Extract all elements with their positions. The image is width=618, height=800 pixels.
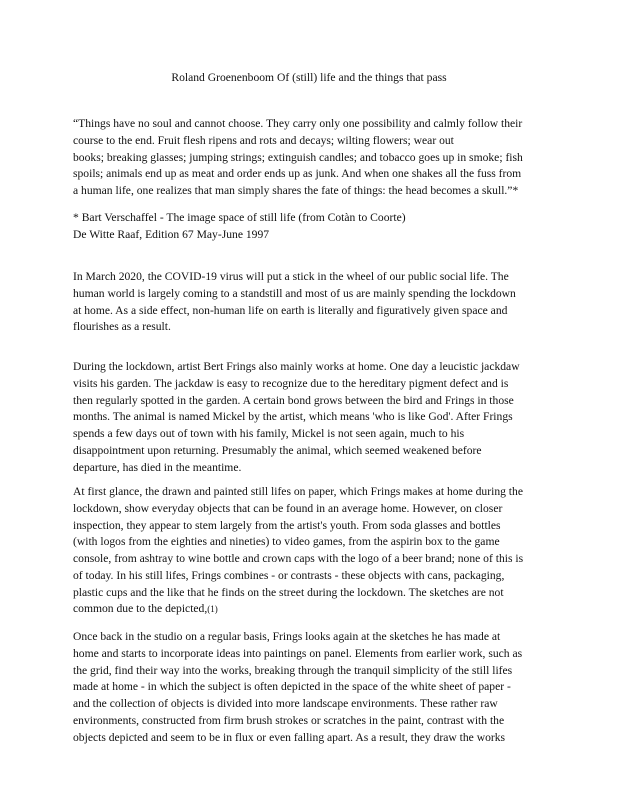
paragraph-line: plastic cups and the like that he finds on the street during the lockdown. The sketches are not [73, 585, 504, 599]
paragraph-line: (with logos from the eighties and nineties) to video games, from the aspirin box to the game [73, 535, 500, 549]
paragraph-line: environments, constructed from firm brush strokes or scratches in the paint, contrast with the [73, 713, 505, 727]
paragraph-studio [73, 629, 548, 746]
paragraph-line: visits his garden. The jackdaw is easy to recognize due to the hereditary pigment defect and is [73, 376, 509, 390]
quote-line: “Things have no soul and cannot choose. They carry only one possibility and calmly follow their [73, 117, 523, 130]
paragraph-jackdaw [73, 359, 548, 476]
paragraph-line: lockdown, show everyday objects that can be found in an average home. However, on closer [73, 501, 503, 515]
reference-line: * Bart Verschaffel - The image space of still life (from Cotàn to Coorte) [73, 211, 406, 224]
paragraph-line: flourishes as a result. [73, 320, 171, 334]
paragraph-line-text: common due to the depicted, [73, 602, 208, 616]
paragraph-line: Once back in the studio on a regular basis, Frings looks again at the sketches he has made at [73, 630, 501, 643]
paragraph-line: departure, has died in the meantime. [73, 460, 242, 474]
paragraph-line: During the lockdown, artist Bert Frings also mainly works at home. One day a leucistic jackdaw [73, 360, 520, 373]
paragraph-covid [73, 269, 548, 336]
paragraph-line: of today. In his still lifes, Frings combines - or contrasts - these objects with cans, packaging, [73, 568, 505, 582]
quote-line: course to the end. Fruit flesh ripens and rots and decays; wilting flowers; wear out [73, 133, 454, 147]
opening-quote [73, 116, 548, 200]
quote-line: spoils; animals end up as meat and order ends up as junk. And when one shakes all the fuss from [73, 167, 522, 181]
paragraph-line: console, from ashtray to wine bottle and crown caps with the logo of a beer brand; none of this is [73, 552, 524, 565]
paragraph-line: At first glance, the drawn and painted still lifes on paper, which Frings makes at home during the [73, 485, 523, 498]
paragraph-line: objects depicted and seem to be in flux or even falling apart. As a result, they draw the works [73, 730, 506, 744]
paragraph-line [73, 601, 548, 618]
quote-line: books; breaking glasses; jumping strings; extinguish candles; and tobacco goes up in smoke; fish [73, 150, 523, 164]
paragraph-line: then regularly spotted in the garden. A certain bond grows between the bird and Frings in those [73, 393, 514, 407]
quote-line: a human life, one realizes that man simply shares the fate of things: the head becomes a skull.”* [73, 184, 519, 197]
paragraph-line: human world is largely coming to a standstill and most of us are mainly spending the lockdown [73, 286, 516, 300]
paragraph-line: inspection, they appear to stem largely from the artist's youth. From soda glasses and bottles [73, 518, 501, 532]
reference-line: De Witte Raaf, Edition 67 May-June 1997 [73, 227, 270, 241]
paragraph-line: months. The animal is named Mickel by the artist, which means 'who is like God'. After Frings [73, 410, 513, 424]
paragraph-line: made at home - in which the subject is often depicted in the space of the white sheet of paper - [73, 680, 511, 694]
paragraph-line: In March 2020, the COVID-19 virus will put a stick in the wheel of our public social life. The [73, 270, 509, 283]
page-title: Roland Groenenboom Of (still) life and the things that pass [171, 71, 447, 84]
footnote-marker: (1) [207, 604, 218, 615]
paragraph-line: disappointment upon returning. Presumably the animal, which seemed weakened before [73, 443, 482, 457]
paragraph-line: and the collection of objects is divided into more landscape environments. These rather raw [73, 697, 498, 710]
quote-reference [73, 210, 548, 243]
paragraph-line: at home. As a side effect, non-human life on earth is literally and figuratively given space and [73, 303, 508, 317]
paragraph-line: home and starts to incorporate ideas into paintings on panel. Elements from earlier work, such as [73, 646, 523, 660]
paragraph-line: spends a few days out of town with his family, Mickel is not seen again, much to his [73, 427, 465, 440]
paragraph-line: the grid, find their way into the works, breaking through the tranquil simplicity of the still lifes [73, 663, 513, 677]
paragraph-still-lifes [73, 484, 548, 618]
